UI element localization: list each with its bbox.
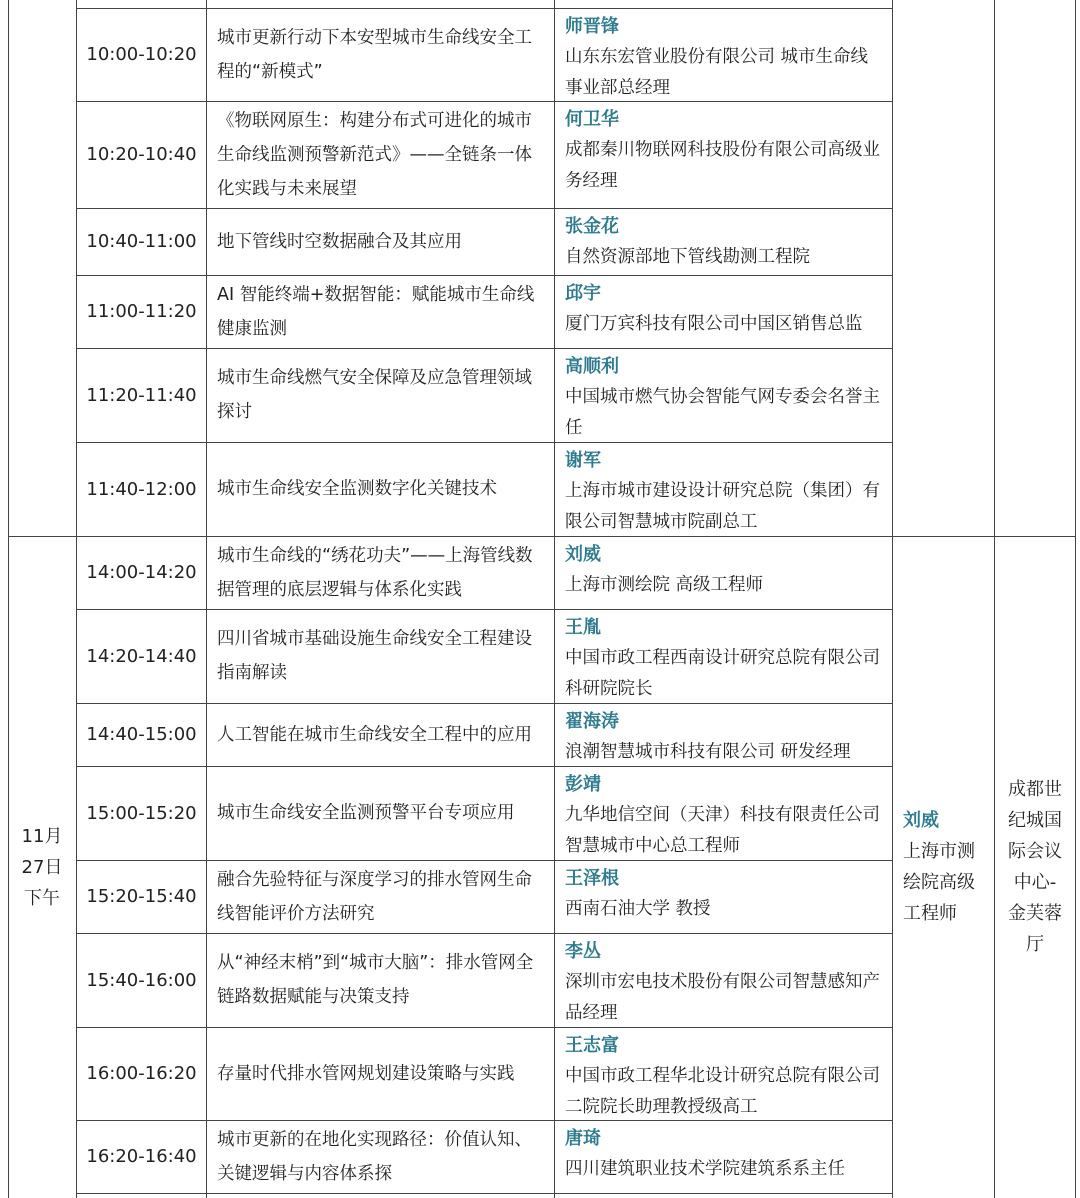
row-time: 11:40-12:00 (86, 478, 197, 500)
row-topic: 城市更新行动下本安型城市生命线安全工程的“新模式” (217, 27, 532, 82)
row-topic: AI 智能终端+数据智能：赋能城市生命线健康监测 (217, 284, 535, 339)
host-name: 刘威 (903, 810, 939, 831)
row-time: 10:00-10:20 (86, 44, 197, 65)
session-date: 11月27日下午 (21, 825, 63, 909)
speaker-affiliation: 深圳市宏电技术股份有限公司智慧感知产品经理 (565, 972, 880, 1023)
speaker-affiliation: 四川建筑职业技术学院建筑系系主任 (565, 1159, 845, 1179)
speaker-affiliation: 厦门万宾科技有限公司中国区销售总监 (565, 314, 863, 334)
row-speaker (555, 110, 892, 208)
row-topic: 存量时代排水管网规划建设策略与实践 (217, 1063, 515, 1084)
session-host (893, 536, 994, 1198)
host-affiliation: 上海市测绘院高级工程师 (903, 841, 975, 924)
row-time: 15:40-16:00 (86, 969, 197, 991)
speaker-name: 谢军 (565, 450, 601, 471)
row-topic: 城市生命线安全监测数字化关键技术 (217, 479, 497, 499)
speaker-name: 王泽根 (565, 868, 619, 889)
row-time: 14:00-14:20 (86, 562, 197, 583)
row-topic: 四川省城市基础设施生命线安全工程建设指南解读 (217, 629, 532, 683)
row-speaker (555, 942, 892, 1027)
row-topic: 城市生命线的“绣花功夫”——上海管线数据管理的底层逻辑与体系化实践 (217, 545, 533, 600)
session-venue: 成都世纪城国际会议中心-金芙蓉厅 (1008, 779, 1062, 955)
row-speaker (555, 217, 892, 275)
row-topic: 融合先验特征与深度学习的排水管网生命线智能评价方法研究 (217, 869, 532, 924)
speaker-affiliation: 九华地信空间（天津）科技有限责任公司智慧城市中心总工程师 (565, 805, 880, 856)
row-topic: 人工智能在城市生命线安全工程中的应用 (217, 724, 532, 745)
row-topic: 城市生命线燃气安全保障及应急管理领域探讨 (217, 368, 532, 422)
row-time: 11:00-11:20 (86, 301, 197, 322)
row-speaker (555, 618, 892, 703)
row-speaker (555, 775, 892, 860)
row-speaker (555, 1036, 892, 1120)
speaker-name: 彭靖 (565, 774, 601, 795)
speaker-name: 王志富 (565, 1035, 619, 1056)
table-vertical-rule (892, 0, 893, 1198)
speaker-name: 邱宇 (565, 283, 601, 304)
row-time: 10:20-10:40 (86, 144, 197, 165)
row-time: 10:40-11:00 (86, 231, 197, 252)
row-time: 16:00-16:20 (86, 1063, 197, 1084)
row-speaker (555, 284, 892, 348)
row-time: 15:20-15:40 (86, 886, 197, 907)
row-time: 14:40-15:00 (86, 724, 197, 745)
row-speaker (555, 545, 892, 609)
row-speaker (555, 712, 892, 766)
speaker-name: 何卫华 (565, 109, 619, 130)
row-speaker (555, 451, 892, 536)
row-topic: 城市生命线安全监测预警平台专项应用 (217, 803, 515, 823)
speaker-affiliation: 中国市政工程西南设计研究总院有限公司科研院院长 (565, 648, 880, 699)
row-speaker (555, 17, 892, 101)
row-time: 15:00-15:20 (86, 802, 197, 824)
table-horizontal-rule (76, 1193, 893, 1194)
row-time: 16:20-16:40 (86, 1146, 197, 1167)
speaker-affiliation: 中国市政工程华北设计研究总院有限公司二院院长助理教授级高工 (565, 1066, 880, 1117)
speaker-name: 师晋锋 (565, 16, 619, 37)
speaker-affiliation: 西南石油大学 教授 (565, 899, 711, 919)
speaker-affiliation: 成都秦川物联网科技股份有限公司高级业务经理 (565, 140, 880, 191)
speaker-affiliation: 山东东宏管业股份有限公司 城市生命线事业部总经理 (565, 47, 869, 98)
row-topic: 从“神经末梢”到“城市大脑”：排水管网全链路数据赋能与决策支持 (217, 953, 534, 1007)
row-speaker (555, 869, 892, 933)
speaker-affiliation: 上海市测绘院 高级工程师 (565, 575, 764, 595)
row-topic: 城市更新的在地化实现路径：价值认知、关键逻辑与内容体系探 (217, 1129, 532, 1184)
speaker-name: 刘威 (565, 544, 601, 565)
speaker-affiliation: 上海市城市建设设计研究总院（集团）有限公司智慧城市院副总工 (565, 481, 880, 532)
row-speaker (555, 357, 892, 442)
row-topic: 《物联网原生：构建分布式可进化的城市生命线监测预警新范式》——全链条一体化实践与未来展望 (217, 110, 532, 199)
table-vertical-rule (994, 0, 995, 1198)
speaker-affiliation: 中国城市燃气协会智能气网专委会名誉主任 (565, 387, 880, 438)
speaker-name: 翟海涛 (565, 711, 619, 732)
table-vertical-rule (8, 0, 9, 1198)
speaker-affiliation: 自然资源部地下管线勘测工程院 (565, 247, 810, 267)
speaker-name: 王胤 (565, 617, 601, 638)
speaker-name: 张金花 (565, 216, 619, 237)
row-time: 11:20-11:40 (86, 384, 197, 406)
row-time: 14:20-14:40 (86, 645, 197, 667)
table-vertical-rule (1075, 0, 1076, 1198)
speaker-affiliation: 浪潮智慧城市科技有限公司 研发经理 (565, 742, 851, 762)
row-speaker (555, 1129, 892, 1193)
row-topic: 地下管线时空数据融合及其应用 (217, 231, 462, 252)
speaker-name: 高顺利 (565, 356, 619, 377)
speaker-name: 唐琦 (565, 1128, 601, 1149)
speaker-name: 李丛 (565, 941, 601, 962)
